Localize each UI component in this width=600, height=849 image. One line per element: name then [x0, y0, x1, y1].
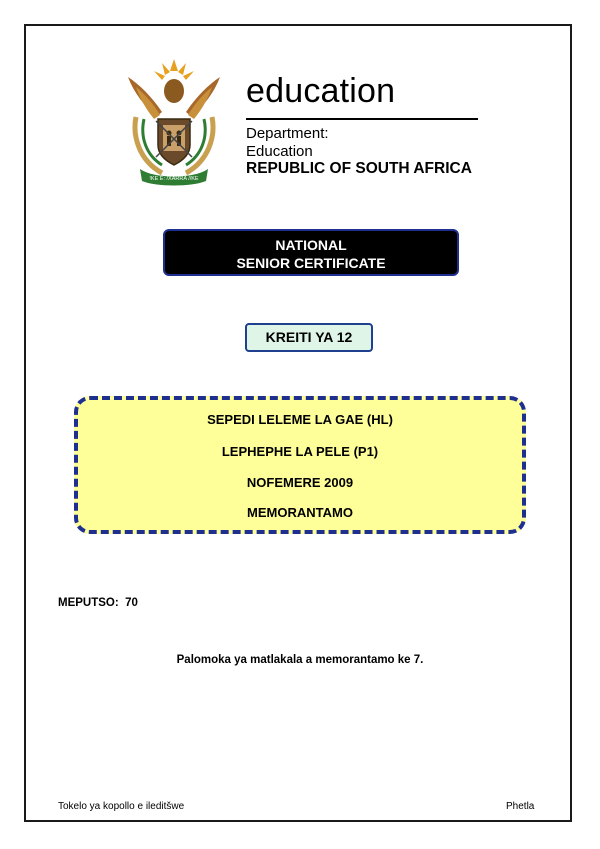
total-marks: MEPUTSO: 70: [58, 597, 138, 609]
grade-label: KREITI YA 12: [265, 329, 353, 345]
page-count-note: Palomoka ya matlakala a memorantamo ke 7.: [176, 654, 424, 666]
turn-over-footer: Phetla: [506, 801, 535, 812]
certificate-title-box: [163, 229, 459, 276]
logo-wordmark: education: [246, 72, 396, 110]
grade-box: [245, 323, 373, 352]
certificate-title-line2: SENIOR CERTIFICATE: [236, 255, 386, 271]
country-name: REPUBLIC OF SOUTH AFRICA: [246, 160, 472, 177]
coat-of-arms-logo: [122, 57, 226, 187]
subject-box: [74, 396, 526, 534]
document-type: MEMORANTAMO: [247, 505, 353, 520]
subject-name: SEPEDI LELEME LA GAE (HL): [207, 412, 393, 427]
wordmark-underline: [246, 118, 478, 120]
svg-text:!KE E: /XARRA //KE: !KE E: /XARRA //KE: [149, 176, 199, 182]
department-label: Department:: [246, 125, 329, 142]
paper-number: LEPHEPHE LA PELE (P1): [221, 444, 379, 459]
department-name: Education: [246, 143, 313, 160]
exam-date: NOFEMERE 2009: [246, 475, 354, 490]
copyright-footer: Tokelo ya kopollo e ileditšwe: [58, 801, 185, 812]
certificate-title-line1: NATIONAL: [275, 237, 347, 253]
department-header: [118, 55, 498, 200]
